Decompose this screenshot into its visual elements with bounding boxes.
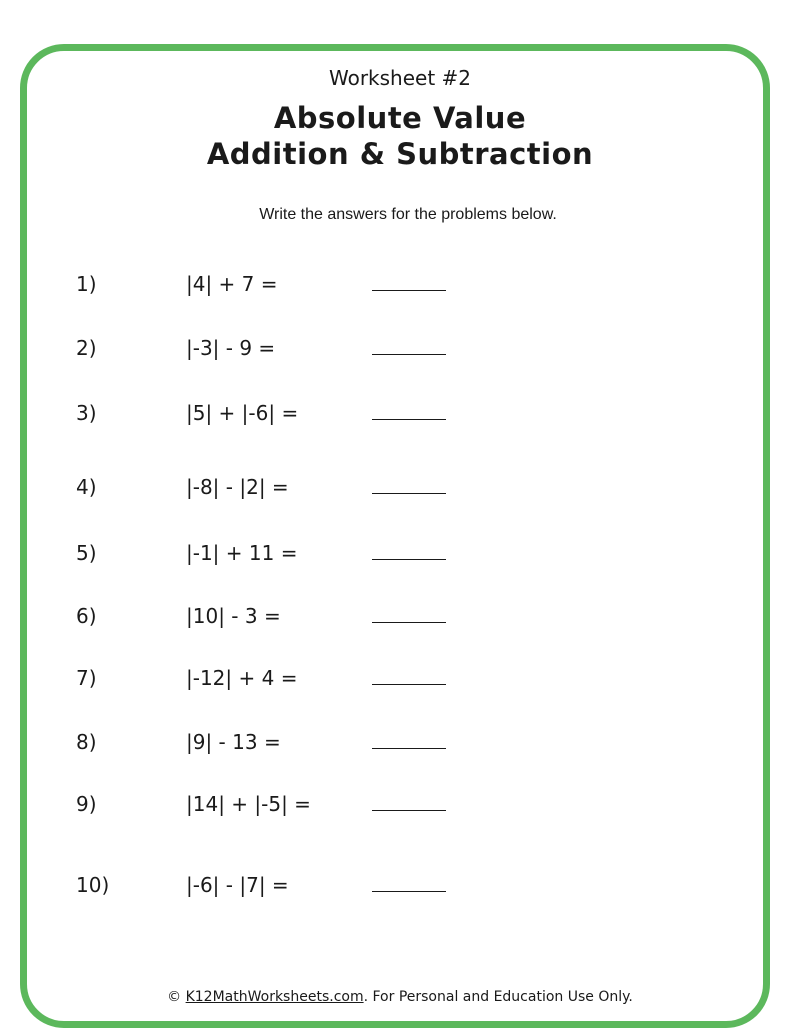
problem-row — [0, 541, 800, 571]
problem-expression: |-6| - |7| = — [186, 873, 289, 897]
problem-row — [0, 730, 800, 760]
answer-blank[interactable] — [372, 622, 446, 623]
problem-row — [0, 604, 800, 634]
usage-notice: . For Personal and Education Use Only. — [363, 989, 633, 1005]
problem-number: 8) — [76, 730, 97, 754]
problem-row — [0, 272, 800, 302]
answer-blank[interactable] — [372, 684, 446, 685]
title-line-2: Addition & Subtraction — [206, 137, 594, 171]
problem-row — [0, 401, 800, 431]
problem-expression: |10| - 3 = — [186, 604, 281, 628]
answer-blank[interactable] — [372, 559, 446, 560]
problem-expression: |9| - 13 = — [186, 730, 281, 754]
problem-number: 9) — [76, 792, 97, 816]
problem-number: 2) — [76, 336, 97, 360]
problem-row — [0, 666, 800, 696]
problem-expression: |5| + |-6| = — [186, 401, 299, 425]
instructions: Write the answers for the problems below. — [259, 206, 557, 223]
answer-blank[interactable] — [372, 493, 446, 494]
problem-number: 6) — [76, 604, 97, 628]
answer-blank[interactable] — [372, 891, 446, 892]
problem-expression: |-8| - |2| = — [186, 475, 289, 499]
problem-row — [0, 873, 800, 903]
problem-number: 1) — [76, 272, 97, 296]
problem-expression: |4| + 7 = — [186, 272, 278, 296]
problem-expression: |14| + |-5| = — [186, 792, 311, 816]
answer-blank[interactable] — [372, 419, 446, 420]
site-link[interactable]: K12MathWorksheets.com — [185, 989, 364, 1005]
worksheet-label: Worksheet #2 — [328, 66, 472, 90]
footer — [0, 989, 800, 1005]
problem-expression: |-12| + 4 = — [186, 666, 298, 690]
problem-row — [0, 336, 800, 366]
problem-expression: |-1| + 11 = — [186, 541, 298, 565]
answer-blank[interactable] — [372, 748, 446, 749]
problem-number: 3) — [76, 401, 97, 425]
problem-number: 4) — [76, 475, 97, 499]
answer-blank[interactable] — [372, 290, 446, 291]
problem-row — [0, 475, 800, 505]
problem-number: 5) — [76, 541, 97, 565]
problem-expression: |-3| - 9 = — [186, 336, 276, 360]
answer-blank[interactable] — [372, 810, 446, 811]
problem-row — [0, 792, 800, 822]
problem-number: 10) — [76, 873, 110, 897]
copyright-symbol: © — [167, 989, 186, 1005]
answer-blank[interactable] — [372, 354, 446, 355]
problem-number: 7) — [76, 666, 97, 690]
title-line-1: Absolute Value — [273, 101, 527, 135]
